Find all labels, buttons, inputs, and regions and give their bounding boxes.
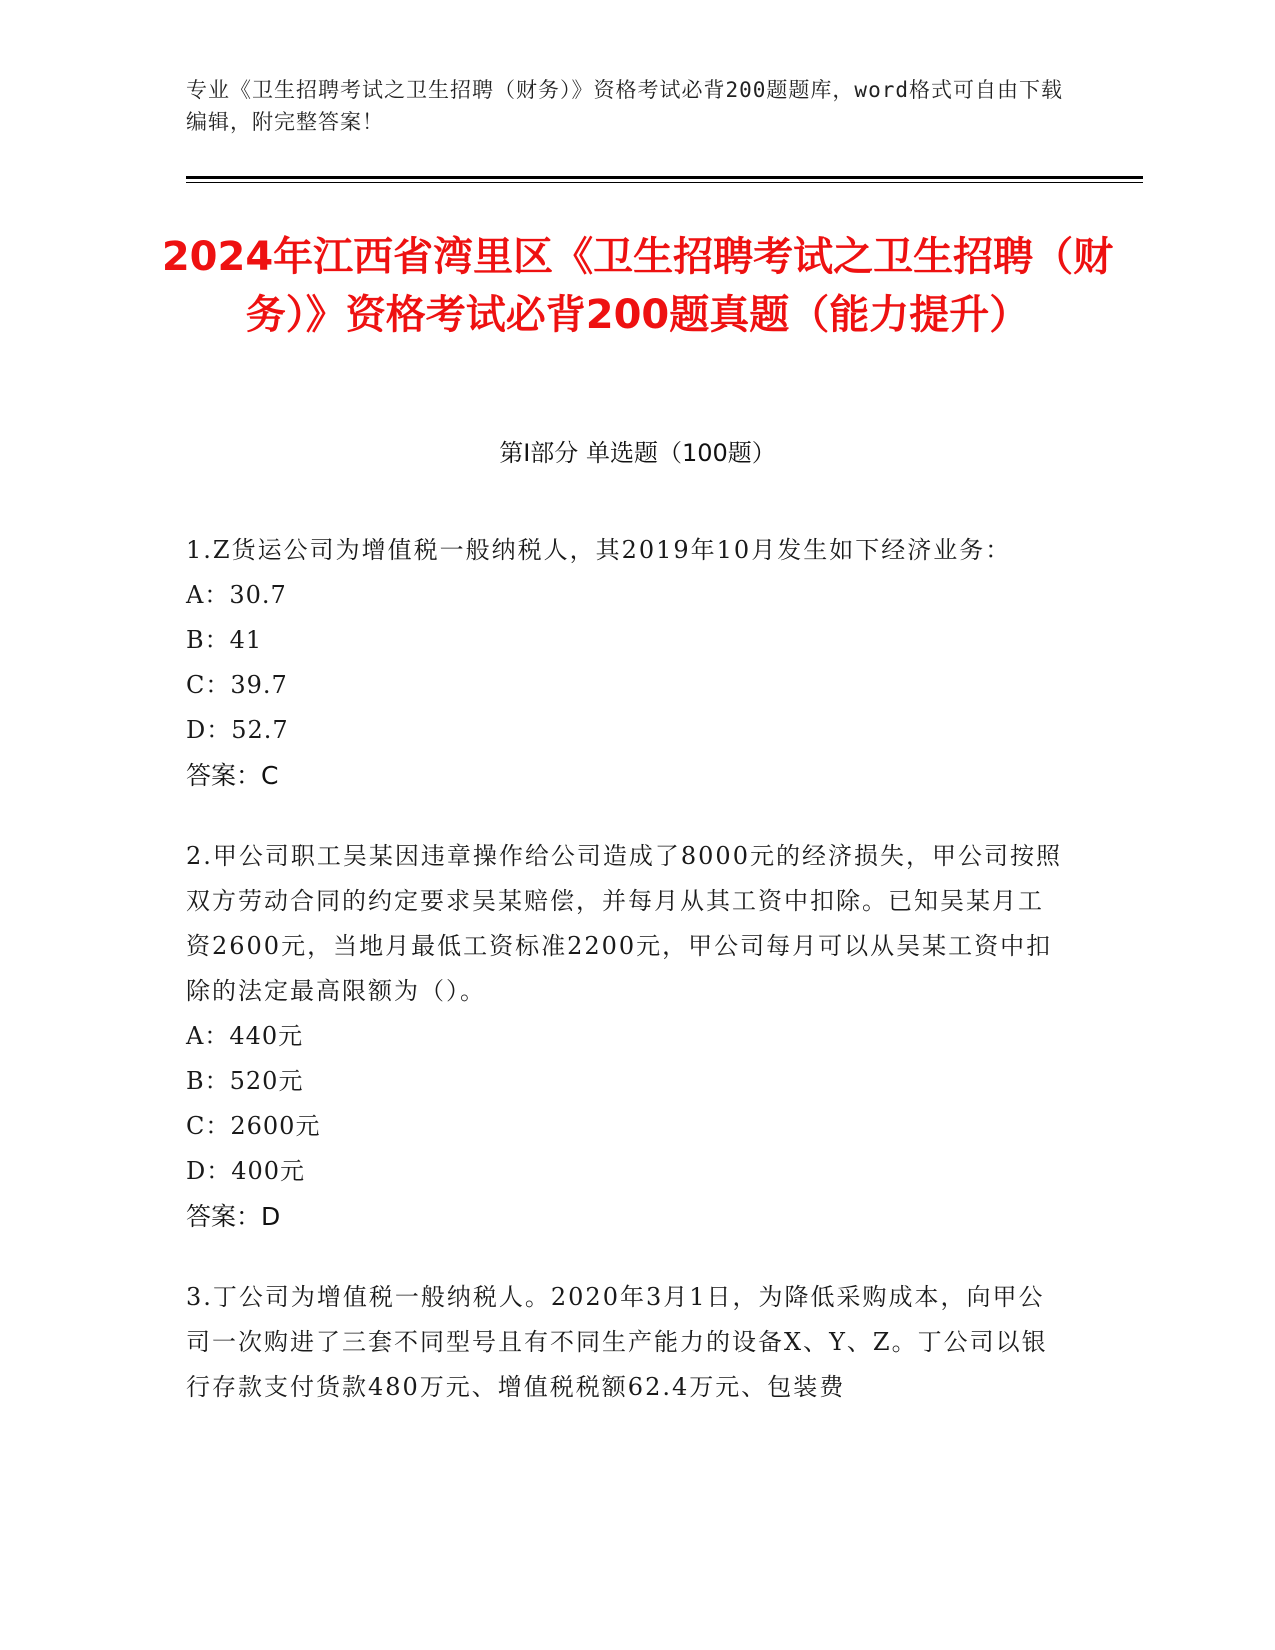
header-note: 专业《卫生招聘考试之卫生招聘（财务）》资格考试必背200题题库，word格式可自由下载编辑，附完整答案！ bbox=[186, 78, 1063, 134]
answer-label: 答案：C bbox=[186, 761, 279, 790]
option-d: D：52.7 bbox=[186, 716, 289, 744]
option-a: A：440元 bbox=[186, 1022, 304, 1050]
section-title: 第I部分 单选题（100题） bbox=[499, 439, 776, 467]
question-1 bbox=[186, 528, 1066, 798]
question-stem: 1.Z货运公司为增值税一般纳税人，其2019年10月发生如下经济业务： bbox=[186, 536, 1012, 564]
answer-label: 答案：D bbox=[186, 1202, 281, 1231]
option-c: C：2600元 bbox=[186, 1112, 321, 1140]
header-divider-thin bbox=[186, 182, 1143, 183]
question-stem: 3.丁公司为增值税一般纳税人。2020年3月1日，为降低采购成本，向甲公司一次购进了三套不同型号且有不同生产能力的设备X、Y、Z。丁公司以银行存款支付货款480万元、增值税税额62.4万元、包装费 bbox=[186, 1283, 1048, 1401]
question-3 bbox=[186, 1275, 1066, 1410]
document-title: 2024年江西省湾里区《卫生招聘考试之卫生招聘（财务）》资格考试必背200题真题（能力提升） bbox=[161, 234, 1114, 338]
header-divider-thick bbox=[186, 176, 1143, 179]
option-d: D：400元 bbox=[186, 1157, 306, 1185]
option-b: B：520元 bbox=[186, 1067, 304, 1095]
option-c: C：39.7 bbox=[186, 671, 288, 699]
option-a: A：30.7 bbox=[186, 581, 287, 609]
question-2 bbox=[186, 834, 1066, 1239]
option-b: B：41 bbox=[186, 626, 263, 654]
question-stem: 2.甲公司职工吴某因违章操作给公司造成了8000元的经济损失，甲公司按照双方劳动合同的约定要求吴某赔偿，并每月从其工资中扣除。已知吴某月工资2600元，当地月最低工资标准2200元，甲公司每月可以从吴某工资中扣除的法定最高限额为（）。 bbox=[186, 842, 1062, 1005]
question-list bbox=[186, 528, 1066, 1446]
